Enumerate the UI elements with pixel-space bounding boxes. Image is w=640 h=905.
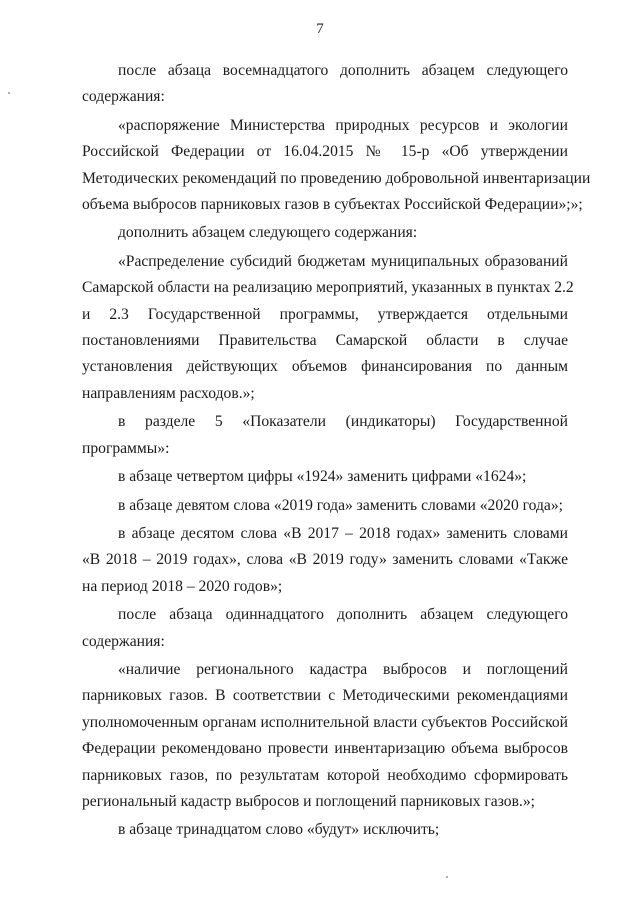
- paragraph: [82, 249, 574, 407]
- text-line: дополнить абзацем следующего содержания:: [118, 224, 418, 242]
- text-line: Методических рекомендаций по проведению добровольной инвентаризации: [82, 169, 591, 187]
- text-line: «распоряжение Министерства природных ресурсов и экологии: [118, 116, 568, 134]
- document-body: [82, 58, 591, 844]
- paragraph: [82, 657, 568, 815]
- text-line: после абзаца одиннадцатого дополнить абзацем следующего: [118, 606, 568, 624]
- text-line: Самарской области на реализацию мероприятий, указанных в пунктах 2.2: [82, 279, 574, 297]
- text-line: уполномоченным органам исполнительной власти субъектов Российской: [82, 713, 568, 731]
- text-line: региональный кадастр выбросов и поглощений парниковых газов.»;: [82, 792, 535, 810]
- text-line: установления действующих объемов финансирования по данным: [82, 358, 568, 376]
- text-line: в абзаце девятом слова «2019 года» заменить словами «2020 года»;: [118, 496, 563, 514]
- scan-speck: [8, 92, 10, 94]
- text-line: Федерации рекомендовано провести инвентаризацию объема выбросов: [82, 740, 568, 758]
- paragraph: [82, 464, 568, 490]
- text-line: постановлениями Правительства Самарской области в случае: [82, 332, 568, 350]
- scan-speck: [446, 876, 448, 878]
- text-line: после абзаца восемнадцатого дополнить абзацем следующего: [118, 62, 568, 79]
- text-line: содержания:: [82, 632, 165, 650]
- text-line: в абзаце тринадцатом слово «будут» исключить;: [118, 821, 440, 839]
- text-line: парниковых газов, по результатам которой необходимо сформировать: [82, 766, 568, 784]
- paragraph: [82, 521, 568, 600]
- text-line: в абзаце четвертом цифры «1924» заменить цифрами «1624»;: [118, 468, 527, 486]
- text-line: «наличие регионального кадастра выбросов и поглощений: [118, 660, 568, 678]
- paragraph: [82, 493, 568, 519]
- text-line: «В 2018 – 2019 годах», слова «В 2019 году» заменить словами «Также: [82, 551, 568, 569]
- paragraph: [82, 817, 568, 843]
- text-line: направлениям расходов.»;: [82, 384, 255, 402]
- text-line: и 2.3 Государственной программы, утверждается отдельными: [82, 305, 568, 323]
- paragraph: [82, 409, 568, 462]
- text-line: в разделе 5 «Показатели (индикаторы) Государственной: [118, 413, 568, 431]
- text-line: парниковых газов. В соответствии с Методическими рекомендациями: [82, 687, 568, 705]
- text-line: в абзаце десятом слова «В 2017 – 2018 годах» заменить словами: [118, 524, 568, 542]
- paragraph: [82, 58, 568, 111]
- page-number: 7: [316, 21, 324, 37]
- paragraph: [82, 602, 568, 655]
- text-line: «Распределение субсидий бюджетам муниципальных образований: [118, 252, 568, 270]
- text-line: программы»:: [82, 439, 170, 457]
- text-line: на период 2018 – 2020 годов»;: [82, 577, 283, 595]
- text-line: содержания:: [82, 88, 165, 106]
- paragraph: [82, 113, 591, 219]
- paragraph: [82, 220, 568, 246]
- text-line: объема выбросов парниковых газов в субъектах Российской Федерации»;»;: [82, 196, 583, 214]
- text-line: Российской Федерации от 16.04.2015 № 15-р «Об утверждении: [82, 143, 568, 161]
